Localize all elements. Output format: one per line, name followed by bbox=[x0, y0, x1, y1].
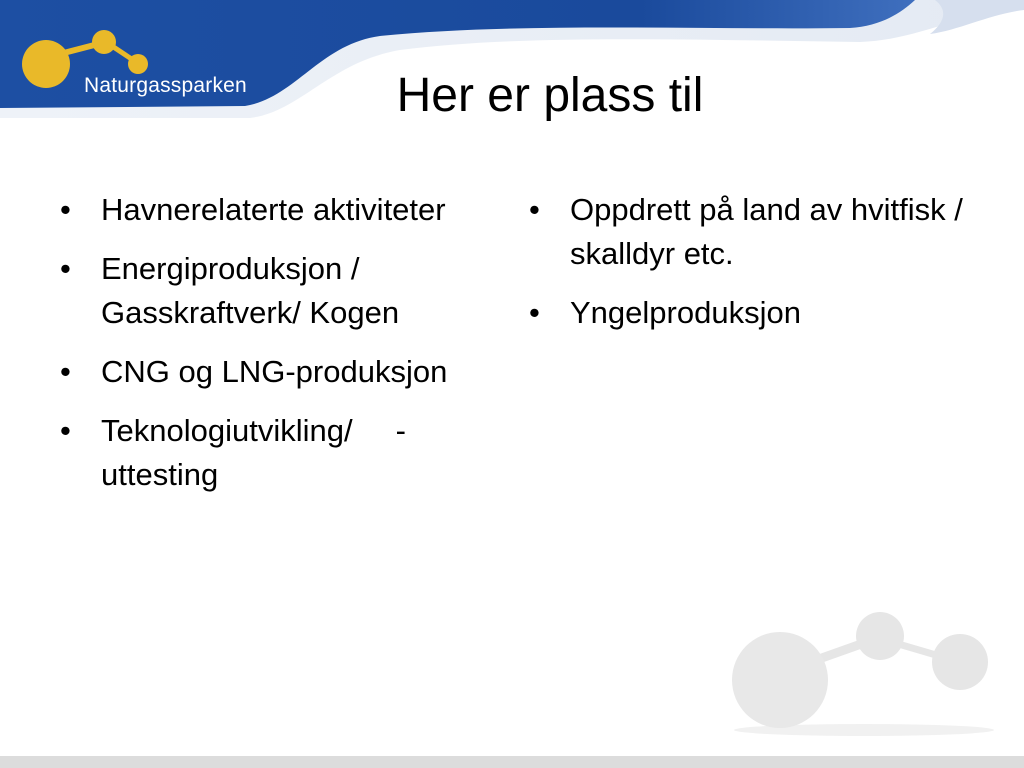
bullet-icon: • bbox=[60, 251, 71, 286]
bullet-icon: • bbox=[60, 192, 71, 227]
list-item-text: Havnerelaterte aktiviteter bbox=[101, 192, 446, 227]
footer-bar bbox=[0, 756, 1024, 768]
right-column bbox=[527, 188, 967, 350]
list-item bbox=[58, 409, 508, 497]
right-bullet-list bbox=[527, 188, 967, 335]
list-item-text: Oppdrett på land av hvitfisk / skalldyr etc. bbox=[570, 192, 963, 271]
watermark-logo-icon bbox=[728, 608, 1000, 738]
slide-title: Her er plass til bbox=[396, 69, 704, 122]
left-bullet-list bbox=[58, 188, 508, 497]
list-item bbox=[58, 247, 508, 335]
list-item-text: Teknologiutvikling/ -uttesting bbox=[101, 413, 406, 492]
left-column bbox=[58, 188, 508, 512]
list-item-text: Yngelproduksjon bbox=[570, 295, 801, 330]
list-item-text: CNG og LNG-produksjon bbox=[101, 354, 448, 389]
logo-text: Naturgassparken bbox=[84, 74, 247, 97]
bullet-icon: • bbox=[529, 295, 540, 330]
bullet-icon: • bbox=[529, 192, 540, 227]
list-item bbox=[58, 350, 508, 394]
bullet-icon: • bbox=[60, 354, 71, 389]
list-item bbox=[527, 291, 967, 335]
list-item-text: Energiproduksjon / Gasskraftverk/ Kogen bbox=[101, 251, 400, 330]
list-item bbox=[527, 188, 967, 276]
list-item bbox=[58, 188, 508, 232]
bullet-icon: • bbox=[60, 413, 71, 448]
